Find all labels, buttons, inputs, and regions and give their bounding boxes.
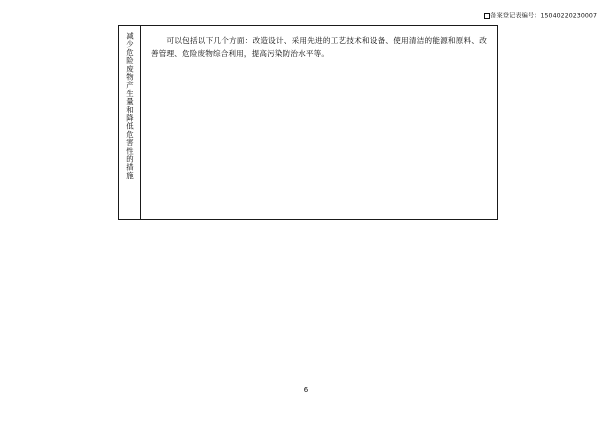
table-row-label: 减少危险废物产生量和降低危害性的措施 [125, 32, 135, 180]
table-row-label-cell [119, 26, 141, 219]
registration-code-text: 备案登记表编号：15040220230007 [490, 12, 597, 20]
page-number: 6 [303, 386, 309, 394]
seal-icon [483, 12, 489, 18]
measures-table [118, 25, 498, 220]
table-row-content: 可以包括以下几个方面：改造设计、采用先进的工艺技术和设备、使用清洁的能源和原料、改善管理、危险废物综合利用，提高污染防治水平等。 [151, 36, 487, 59]
table-row-content-cell [141, 26, 497, 219]
registration-code-header [483, 12, 597, 20]
